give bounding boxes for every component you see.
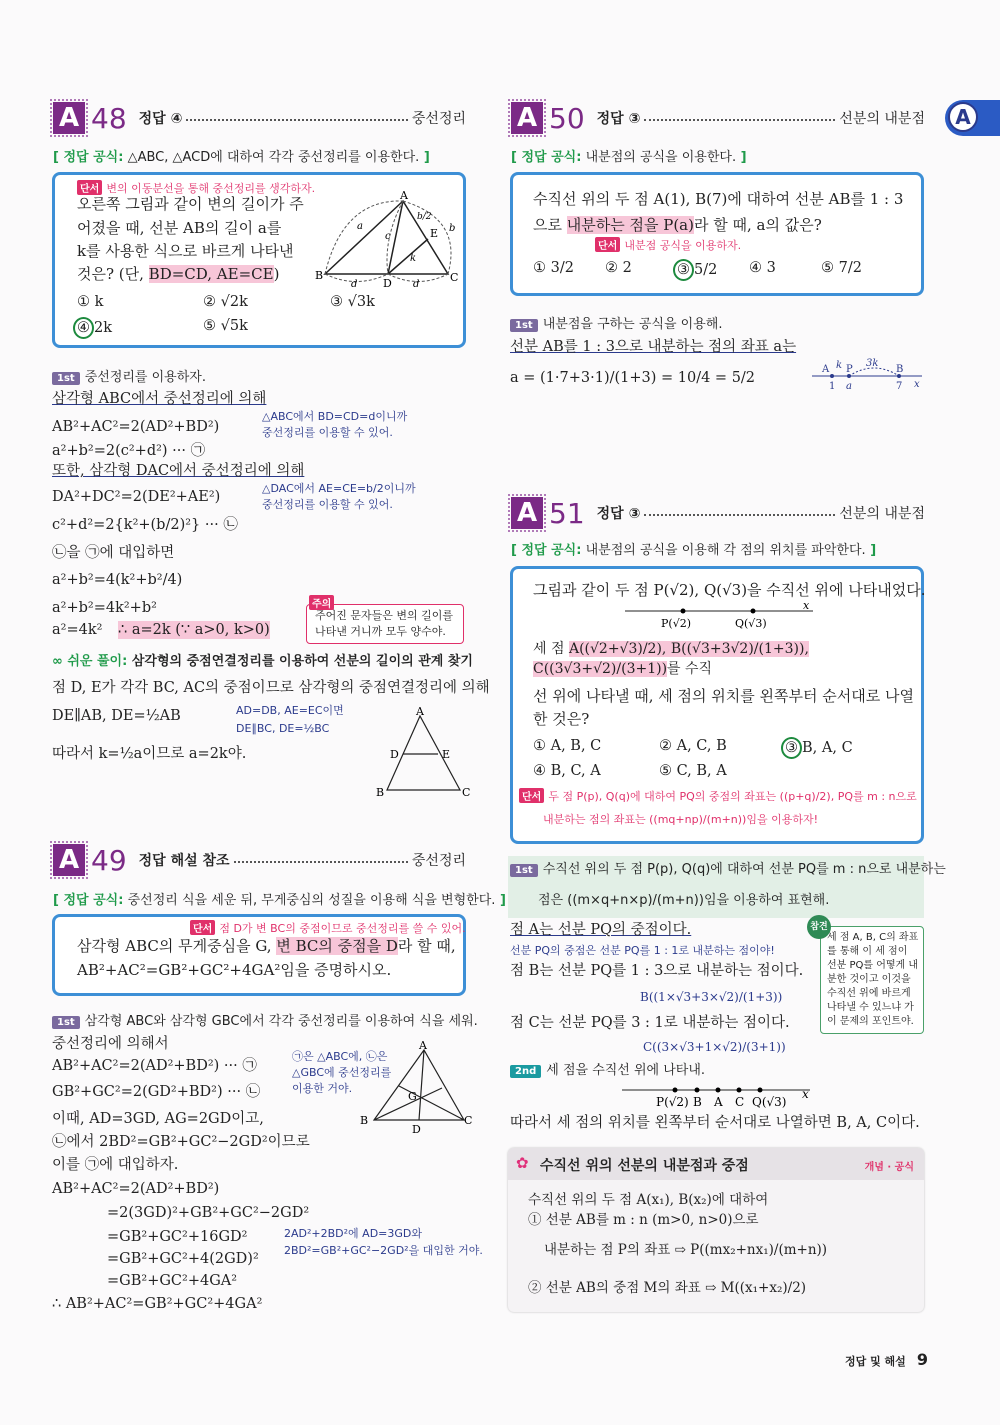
tip-tag: 참견 (807, 915, 831, 939)
solution-line: =GB²+GC²+4(2GD)² (107, 1251, 259, 1267)
q50-hint: 단서 내분점 공식을 이용하자. (595, 237, 741, 253)
q50-number: 50 (549, 101, 585, 135)
q50-question-box (510, 172, 924, 296)
solution-result: ∴ a=2k (∵ a>0, k>0) (118, 622, 270, 638)
concept-title: 수직선 위의 선분의 내분점과 중점 (540, 1158, 749, 1174)
q51-step1-line: 점은 ((m×q+n×p)/(m+n))임을 이용하여 표현해. (538, 893, 830, 908)
tip-text: 위에 바르게 나타낼 수 있느냐 (827, 988, 911, 1013)
solution-line: =GB²+GC²+4GA² (107, 1273, 238, 1289)
q51-step1-line: 1st 수직선 위의 두 점 P(p), Q(q)에 대하여 선분 PQ를 m : n으로 내분하는 (510, 861, 946, 879)
easy-icon: ∞ (52, 654, 68, 669)
caution-text: 나타낸 거니까 모두 양수야. (315, 625, 446, 638)
choice-5[interactable]: ⑤ 7/2 (821, 260, 862, 276)
label-a: A (400, 189, 408, 202)
q48-question-line: 어졌을 때, 선분 AB의 길이 a를 (77, 219, 282, 237)
q49-hint: 단서 점 D가 변 BC의 중점이므로 중선정리를 쓸 수 있어. (190, 920, 466, 936)
side-note: 2AD²+2BD²에 AD=3GD와 (284, 1227, 422, 1240)
tip-text: 세 점 A, B, C의 좌표를 통해 (827, 932, 919, 957)
side-note: DE∥BC, DE=½BC (236, 722, 330, 735)
choice-1[interactable]: ① A, B, C (533, 738, 602, 754)
label-b: B (693, 1095, 702, 1109)
page-number: 9 (916, 1350, 929, 1369)
tip-box (810, 922, 924, 1034)
solution-line: c²+d²=2{k²+(b/2)²} ··· ㉡ (52, 517, 238, 533)
q51-header (511, 495, 925, 531)
side-note: 이용한 거야. (292, 1082, 353, 1095)
label-len-c: c (385, 231, 391, 242)
label-e: E (430, 227, 439, 240)
solution-line: a = (1·7+3·1)/(1+3) = 10/4 = 5/2 (510, 370, 756, 386)
label-len-a: a (357, 221, 363, 232)
solution-line: 점 B는 선분 PQ를 1 : 3으로 내분하는 점이다. (510, 963, 804, 979)
label-len-k: k (410, 253, 417, 264)
solution-line: 점 C는 선분 PQ를 3 : 1로 내분하는 점이다. (510, 1015, 790, 1031)
q50-question-line: 수직선 위의 두 점 A(1), B(7)에 대하여 선분 AB를 1 : 3 (533, 190, 904, 208)
q48-header (53, 100, 466, 136)
leader-dots (234, 861, 408, 863)
easy-solution-title: ∞ 쉬운 풀이: 삼각형의 중점연결정리를 이용하여 선분의 길이의 관계 찾기 (52, 654, 473, 669)
label-q: Q(√3) (735, 617, 767, 630)
choice-4[interactable]: ④ B, C, A (533, 763, 601, 779)
caution-box (306, 599, 464, 644)
q49-formula: [ 정답 공식: 중선정리 식을 세운 뒤, 무게중심의 성질을 이용해 식을 변형한다. ] (53, 893, 506, 908)
choice-3-selected[interactable]: ③ 5/2 (673, 259, 717, 281)
side-note: ㉠은 △ABC에, ㉡은 (292, 1050, 388, 1063)
solution-line: 점 A는 선분 PQ의 중점이다. (510, 922, 692, 938)
q49-question-line: 삼각형 ABC의 무게중심을 G, 변 BC의 중점을 D라 할 때, (77, 937, 456, 955)
q50-answer: 정답 ③ (596, 111, 641, 127)
concept-line: ② 선분 AB의 중점 M의 좌표 ⇨ M((x₁+x₂)/2) (528, 1280, 807, 1296)
q50-badge: A (511, 102, 543, 134)
solution-line: GB²+GC²=2(GD²+BD²) ··· ㉡ (52, 1084, 261, 1100)
choice-2[interactable]: ② A, C, B (659, 738, 727, 754)
label-b: B (376, 786, 385, 799)
solution-line: AB²+AC²=2(AD²+BD²) (52, 1181, 220, 1197)
q48-formula: [ 정답 공식: △ABC, △ACD에 대하여 각각 중선정리를 이용한다. ] (53, 150, 430, 165)
q48-question-line: 것은? (단, BD=CD, AE=CE) (77, 265, 280, 283)
concept-header (508, 1148, 924, 1180)
tick-1: 1 (829, 381, 836, 392)
q51-formula: [ 정답 공식: 내분점의 공식을 이용해 각 점의 위치를 파악한다. ] (511, 543, 877, 558)
concept-box (508, 1148, 924, 1312)
caution-text: 주어진 문자들은 변의 길이를 (315, 609, 454, 622)
q49-topic: 중선정리 (411, 853, 466, 869)
q50-formula: [ 정답 공식: 내분점의 공식을 이용한다. ] (511, 150, 747, 165)
tip-text: 내분한 것이고 이것을 수직선 (827, 960, 919, 999)
label-p: P (846, 364, 853, 375)
q51-hint: 단서 두 점 P(p), Q(q)에 대하여 PQ의 중점의 좌표는 ((p+q)/2), PQ를 m : n으로 (519, 788, 917, 804)
solution-line: a²+b²=4k²+b² (52, 600, 157, 616)
q51-number: 51 (549, 496, 585, 530)
tip-text: 가 이 문제의 포인트야. (827, 1002, 914, 1027)
solution-line: 중선정리에 의해서 (52, 1036, 169, 1052)
q49-answer: 정답 해설 참조 (138, 853, 230, 869)
side-note: AD=DB, AE=EC이면 (236, 704, 344, 717)
caution-tag: 주의 (309, 595, 334, 610)
label-a: A (822, 364, 830, 375)
solution-line: DE∥AB, DE=½AB (52, 708, 181, 724)
choice-2[interactable]: ② 2 (605, 260, 632, 276)
solution-line: 따라서 k=½a이므로 a=2k야. (52, 746, 247, 762)
axis-x: x (803, 603, 810, 612)
concept-line: 내분하는 점 P의 좌표 ⇨ P((mx₂+nx₁)/(m+n)) (544, 1242, 828, 1258)
q51-topic: 선분의 내분점 (839, 506, 925, 522)
q49-question-line: AB²+AC²=GB²+GC²+4GA²임을 증명하시오. (77, 961, 392, 979)
choice-3[interactable]: ③ √3k (330, 294, 375, 310)
solution-line: ∴ AB²+AC²=GB²+GC²+4GA² (52, 1296, 263, 1312)
q51-step1 (508, 856, 946, 918)
choice-1[interactable]: ① 3/2 (533, 260, 574, 276)
label-k: k (836, 360, 843, 371)
label-len-d: d (351, 279, 358, 289)
q48-step1: 1st 중선정리를 이용하자. (52, 369, 206, 387)
q51-step2: 2nd 세 점을 수직선 위에 나타내. (510, 1062, 705, 1080)
tip-text: 이 세 점이 선분 PQ를 어떻게 (827, 946, 908, 971)
solution-line: a²+b²=4(k²+b²/4) (52, 572, 183, 588)
solution-line: 삼각형 ABC에서 중선정리에 의해 (52, 391, 267, 407)
solution-line: 이를 ㉠에 대입하자. (52, 1157, 179, 1173)
q48-topic: 중선정리 (411, 111, 466, 127)
label-len-b-half: b/2 (417, 212, 432, 222)
label-b: B (315, 269, 324, 282)
choice-3-selected[interactable]: ③ B, A, C (781, 737, 853, 759)
choice-1[interactable]: ① k (77, 294, 104, 310)
label-a: A (416, 705, 424, 718)
q51-number-line-2 (620, 1084, 820, 1112)
centroid-triangle-diagram (356, 1038, 474, 1134)
solution-line: 선분 AB를 1 : 3으로 내분하는 점의 좌표 a는 (510, 339, 797, 355)
q49-question-box (52, 914, 466, 996)
label-d: D (390, 748, 399, 761)
q51-question-line: 그림과 같이 두 점 P(√2), Q(√3)을 수직선 위에 나타내었다. (533, 581, 926, 599)
solution-line: DA²+DC²=2(DE²+AE²) (52, 489, 221, 505)
solution-line: =GB²+GC²+16GD² (107, 1229, 248, 1245)
leader-dots (644, 119, 835, 121)
q49-header (53, 842, 466, 878)
solution-line: a²=4k² (52, 622, 103, 638)
section-tab-label: A (948, 102, 978, 132)
q50-question-line: 으로 내분하는 점을 P(a)라 할 때, a의 값은? (533, 216, 822, 234)
q48-question-line: 오른쪽 그림과 같이 변의 길이가 주 (77, 195, 304, 213)
q49-badge: A (53, 844, 85, 876)
q48-question-line: k를 사용한 식으로 바르게 나타낸 (77, 242, 294, 260)
q50-step1: 1st 내분점을 구하는 공식을 이용해. (510, 316, 723, 334)
conclusion: 따라서 세 점의 위치를 왼쪽부터 순서대로 나열하면 B, A, C이다. (510, 1115, 920, 1131)
side-note: 선분 PQ의 중점은 선분 PQ를 1 : 1로 내분하는 점이야! (510, 944, 775, 957)
section-tab[interactable] (945, 100, 1000, 136)
q50-topic: 선분의 내분점 (839, 111, 925, 127)
flower-icon: ✿ (516, 1154, 529, 1172)
choice-4-selected[interactable]: ④ 2k (73, 317, 112, 339)
q48-number: 48 (91, 101, 127, 135)
axis-x: x (914, 379, 920, 390)
q51-question-line: 한 것은? (533, 710, 590, 728)
footer-label: 정답 및 해설 (845, 1355, 906, 1368)
q51-question-line: 선 위에 나타낼 때, 세 점의 위치를 왼쪽부터 순서대로 나열 (533, 687, 914, 705)
q50-number-line (810, 358, 925, 394)
q48-triangle-diagram (313, 189, 463, 289)
q49-number: 49 (91, 843, 127, 877)
label-a: A (419, 1039, 427, 1052)
label-a: A (714, 1095, 723, 1109)
q51-hint: 내분하는 점의 좌표는 ((mq+np)/(m+n))임을 이용하자! (543, 813, 819, 826)
solution-line: =2(3GD)²+GB²+GC²−2GD² (107, 1205, 310, 1221)
q48-question-box (52, 172, 466, 348)
solution-line: AB²+AC²=2(AD²+BD²) ··· ㉠ (52, 1058, 257, 1074)
choice-5[interactable]: ⑤ √5k (203, 318, 248, 334)
label-c: C (464, 1114, 473, 1127)
concept-badge: 개념 · 공식 (864, 1162, 914, 1173)
side-note: △DAC에서 AE=CE=b/2이니까 (262, 482, 416, 495)
midpoint-triangle-diagram (372, 704, 472, 800)
side-note: 중선정리를 이용할 수 있어. (262, 498, 393, 511)
q48-hint: 단서 변의 이동분선을 통해 중선정리를 생각하자. (77, 180, 315, 196)
label-d: D (383, 277, 392, 289)
q49-step1: 1st 삼각형 ABC와 삼각형 GBC에서 각각 중선정리를 이용하여 식을 세워. (52, 1013, 478, 1031)
label-q: Q(√3) (752, 1095, 787, 1109)
concept-line: 수직선 위의 두 점 A(x₁), B(x₂)에 대하여 (528, 1192, 769, 1208)
q51-answer: 정답 ③ (596, 506, 641, 522)
choice-5[interactable]: ⑤ C, B, A (659, 763, 727, 779)
solution-line: AB²+AC²=2(AD²+BD²) (52, 419, 220, 435)
label-p: P(√2) (661, 617, 691, 630)
solution-line: C((3×√3+1×√2)/(3+1)) (643, 1040, 786, 1054)
label-len-d: d (413, 279, 420, 289)
label-e: E (442, 748, 451, 761)
q51-question-box (510, 566, 924, 844)
label-c: C (735, 1095, 745, 1109)
concept-line: ① 선분 AB를 m : n (m>0, n>0)으로 (528, 1212, 759, 1228)
label-c: C (462, 786, 471, 799)
q51-badge: A (511, 497, 543, 529)
solution-line: 이때, AD=3GD, AG=2GD이고, (52, 1111, 264, 1127)
label-b: B (360, 1114, 369, 1127)
leader-dots (644, 514, 835, 516)
solution-line: ㉡을 ㉠에 대입하면 (52, 545, 175, 561)
tick-a: a (846, 381, 852, 392)
solution-line: ㉡에서 2BD²=GB²+GC²−2GD²이므로 (52, 1134, 310, 1150)
q51-question-line: 세 점 A((√2+√3)/2), B((√3+3√2)/(1+3)), C((3√3+√2)/(3+1))를 수직 (533, 641, 809, 677)
label-c: C (450, 271, 459, 284)
side-note: 중선정리를 이용할 수 있어. (262, 426, 393, 439)
solution-line: 점 D, E가 각각 BC, AC의 중점이므로 삼각형의 중점연결정리에 의해 (52, 680, 490, 696)
label-3k: 3k (866, 358, 879, 369)
label-d: D (412, 1123, 421, 1134)
q48-badge: A (53, 102, 85, 134)
side-note: △GBC에 중선정리를 (292, 1066, 392, 1079)
footer (845, 1350, 928, 1369)
label-b: B (896, 364, 904, 375)
tick-7: 7 (896, 381, 903, 392)
solution-line: 또한, 삼각형 DAC에서 중선정리에 의해 (52, 463, 305, 479)
side-note: △ABC에서 BD=CD=d이니까 (262, 410, 408, 423)
label-p: P(√2) (656, 1095, 689, 1109)
label-len-b: b (449, 223, 456, 234)
label-g: G (408, 1090, 417, 1103)
choice-2[interactable]: ② √2k (203, 294, 248, 310)
side-note: 2BD²=GB²+GC²−2GD²을 대입한 거야. (284, 1244, 483, 1257)
q50-header (511, 100, 925, 136)
solution-line: B((1×√3+3×√2)/(1+3)) (640, 990, 783, 1004)
leader-dots (186, 119, 407, 121)
q48-answer: 정답 ④ (138, 111, 183, 127)
choice-4[interactable]: ④ 3 (749, 260, 776, 276)
axis-x: x (802, 1087, 809, 1101)
solution-line: a²+b²=2(c²+d²) ··· ㉠ (52, 443, 206, 459)
q51-number-line (623, 603, 823, 631)
